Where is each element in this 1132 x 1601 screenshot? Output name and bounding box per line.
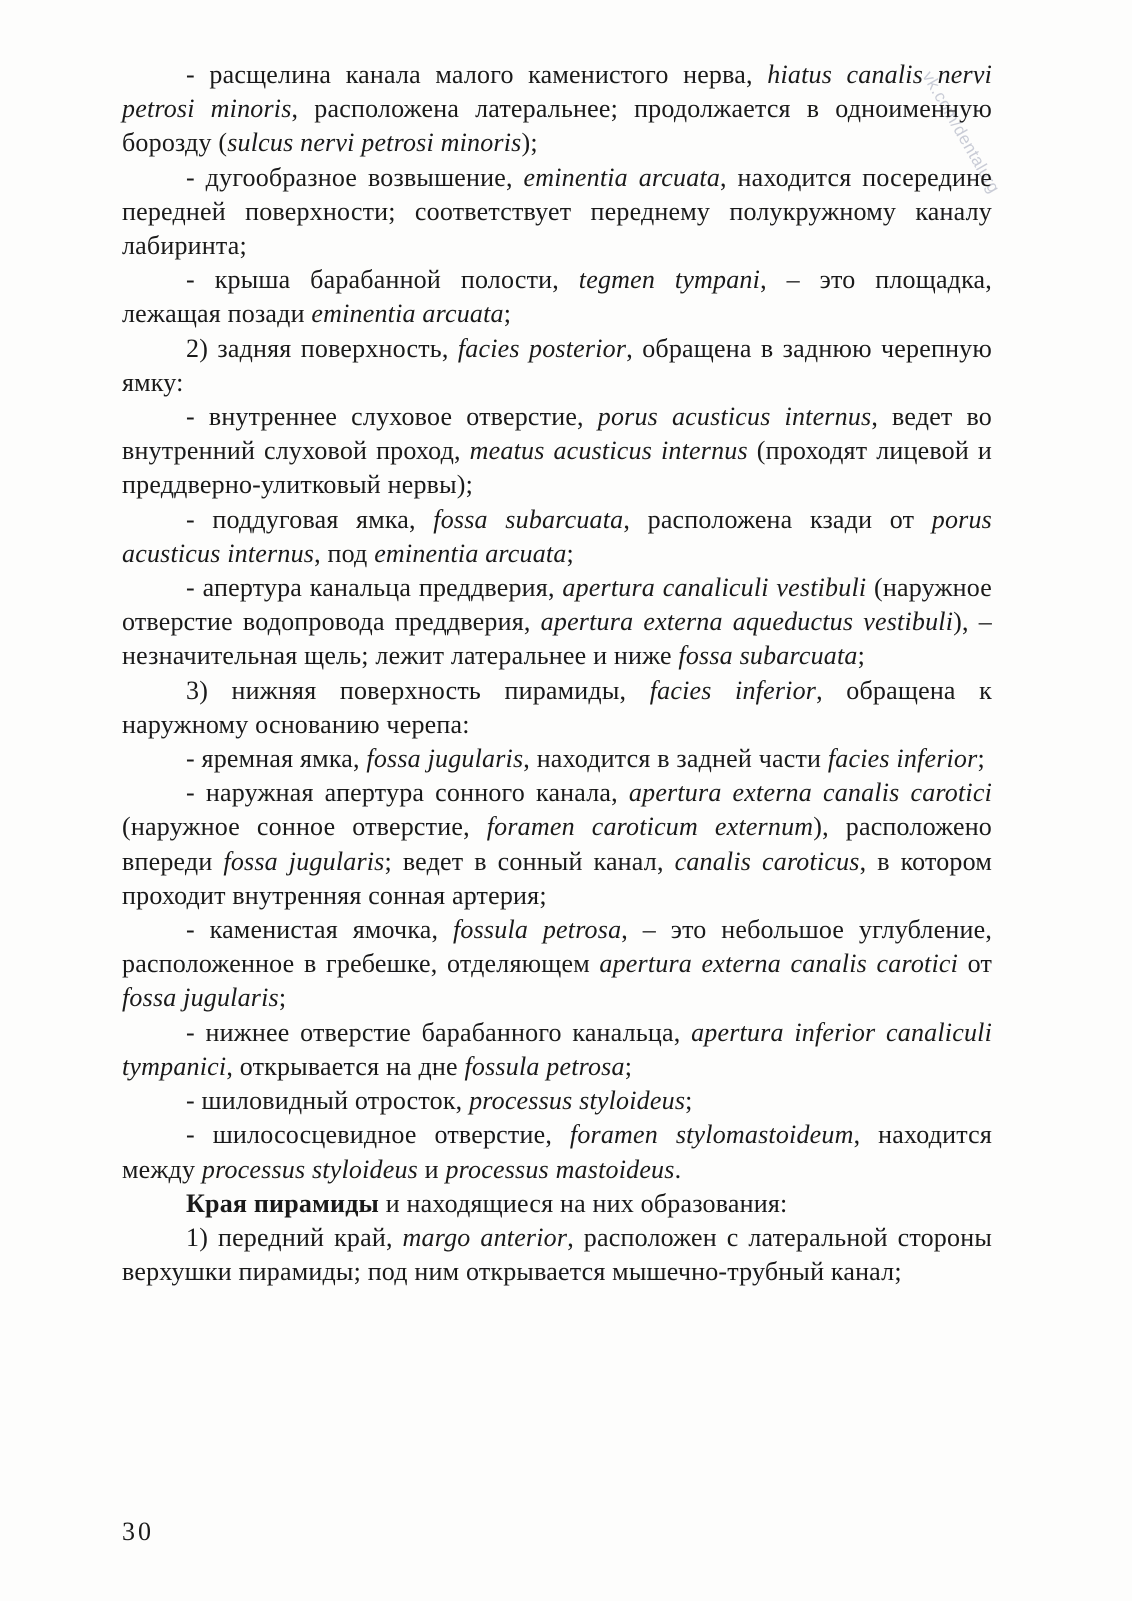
paragraph-12 [122,1016,992,1084]
text-run: - каменистая ямочка, [186,915,453,945]
latin-term: eminentia arcuata [311,299,504,329]
latin-term: fossa jugularis [122,983,279,1013]
text-run: - яремная ямка, [186,744,367,774]
latin-term: porus acusticus internus [597,402,872,432]
text-run: (проходят лицевой и преддверно-улитковый нервы); [122,436,992,500]
text-run: - расщелина канала малого каменистого нерва, [186,60,768,89]
latin-term: fossa jugularis [223,846,385,876]
text-run: от [958,949,993,979]
paragraph-14 [122,1118,992,1186]
text-run: ; [278,983,287,1013]
text-run: ; ведет в сонный канал, [384,846,675,876]
text-run: ; [685,1086,693,1116]
text-run: - дугообразное возвышение, [186,162,524,192]
latin-term: processus styloideus [469,1086,686,1116]
latin-term: apertura externa aqueductus vestibuli [540,607,954,637]
paragraph-6 [122,503,992,571]
text-run: , расположена кзади от [623,504,932,534]
text-run: , открывается на дне [226,1051,465,1081]
latin-term: facies inferior [827,744,978,774]
latin-term: apertura externa canalis carotici [599,949,959,979]
text-run: ; [624,1051,633,1081]
paragraph-9 [122,742,992,776]
latin-term: eminentia arcuata [523,162,721,192]
latin-term: hiatus canalis nervi petrosi minoris [122,60,993,124]
paragraph-16 [122,1221,992,1289]
text-run: - наружная апертура сонного канала, [186,778,629,808]
text-run: ; [977,744,985,774]
text-run: и находящиеся на них образования: [379,1188,788,1218]
text-run: , ведет во внутренний слуховой проход, [122,402,992,466]
bold-heading-text: Края пирамиды [186,1188,380,1218]
latin-term: apertura externa canalis carotici [628,778,993,808]
text-run: 2) задняя поверхность, [186,333,458,363]
text-run: ), расположено впереди [122,812,993,876]
paragraph-11 [122,913,992,1016]
text-run: ; [503,299,512,329]
latin-term: tegmen tympani [578,265,761,295]
latin-term: foramen caroticum externum [486,812,814,842]
text-run: ), – незначительная щель; лежит латеральнее и ниже [122,607,992,671]
paragraph-10 [122,776,992,913]
latin-term: porus acusticus internus [122,504,992,568]
latin-term: fossa subarcuata [678,641,858,671]
paragraph-2 [122,161,992,264]
paragraph-3 [122,263,992,331]
latin-term: sulcus nervi petrosi minoris [227,128,522,158]
text-run: - крыша барабанной полости, [186,265,579,295]
text-run: , – это площадка, лежащая позади [122,265,992,329]
latin-term: processus mastoideus [445,1154,675,1184]
body-text [122,58,992,1289]
latin-term: fossa jugularis [366,744,524,774]
text-run: ; [566,538,574,568]
text-run: 1) передний край, [186,1222,403,1252]
paragraph-4 [122,332,992,400]
watermark: vk.com/dentalurg [918,68,1004,197]
text-run: и [417,1154,446,1184]
text-run: ; [857,641,866,671]
text-run: , находится посередине передней поверхности; соответствует переднему полукружному каналу лабиринта; [122,162,992,261]
text-run: - внутреннее слуховое отверстие, [186,402,598,432]
latin-term: processus styloideus [201,1154,418,1184]
text-run: , под [314,538,375,568]
paragraph-1 [122,58,992,161]
text-run: , в котором проходит внутренняя сонная артерия; [122,846,992,910]
text-run: , – это небольшое углубление, расположенное в гребешке, отделяющем [122,915,993,979]
paragraph-8 [122,674,992,742]
latin-term: facies posterior [457,333,627,363]
latin-term: margo anterior [402,1222,568,1252]
page-number: 30 [122,1517,154,1546]
text-run: 3) нижняя поверхность пирамиды, [186,675,650,705]
paragraph-13 [122,1084,992,1118]
text-run: - шиловидный отросток, [186,1086,470,1116]
latin-term: canalis caroticus [674,846,860,876]
paragraph-5 [122,400,992,503]
text-run: ); [521,128,538,158]
text-run: (наружное отверстие водопровода преддверия, [122,573,992,637]
text-run: . [674,1154,682,1184]
text-run: (наружное сонное отверстие, [122,812,487,842]
latin-term: apertura inferior canaliculi tympanici [122,1017,992,1081]
text-run: , находится в задней части [523,744,828,774]
latin-term: apertura canaliculi vestibuli [562,573,867,603]
latin-term: fossula petrosa [452,915,622,945]
latin-term: meatus acusticus internus [469,436,748,466]
text-run: - шилососцевидное отверстие, [186,1120,570,1150]
latin-term: eminentia arcuata [374,538,567,568]
text-run: , находится между [122,1120,992,1184]
section-heading-paragraph [122,1187,992,1221]
text-run: , расположена латеральнее; продолжается в одноименную борозду ( [122,94,992,158]
text-run: , расположен с латеральной стороны верхушки пирамиды; под ним открывается мышечно-трубный канал; [122,1222,992,1287]
latin-term: fossula petrosa [464,1051,625,1081]
text-run: , обращена к наружному основанию черепа: [122,675,992,739]
latin-term: fossa subarcuata [433,504,624,534]
text-run: - нижнее отверстие барабанного канальца, [186,1017,692,1047]
text-run: - поддуговая ямка, [186,504,434,534]
text-run: , обращена в заднюю черепную ямку: [122,333,993,397]
latin-term: facies inferior [649,675,817,705]
text-run: - апертура канальца преддверия, [186,573,563,603]
paragraph-7 [122,571,992,674]
latin-term: foramen stylomastoideum [569,1120,854,1150]
